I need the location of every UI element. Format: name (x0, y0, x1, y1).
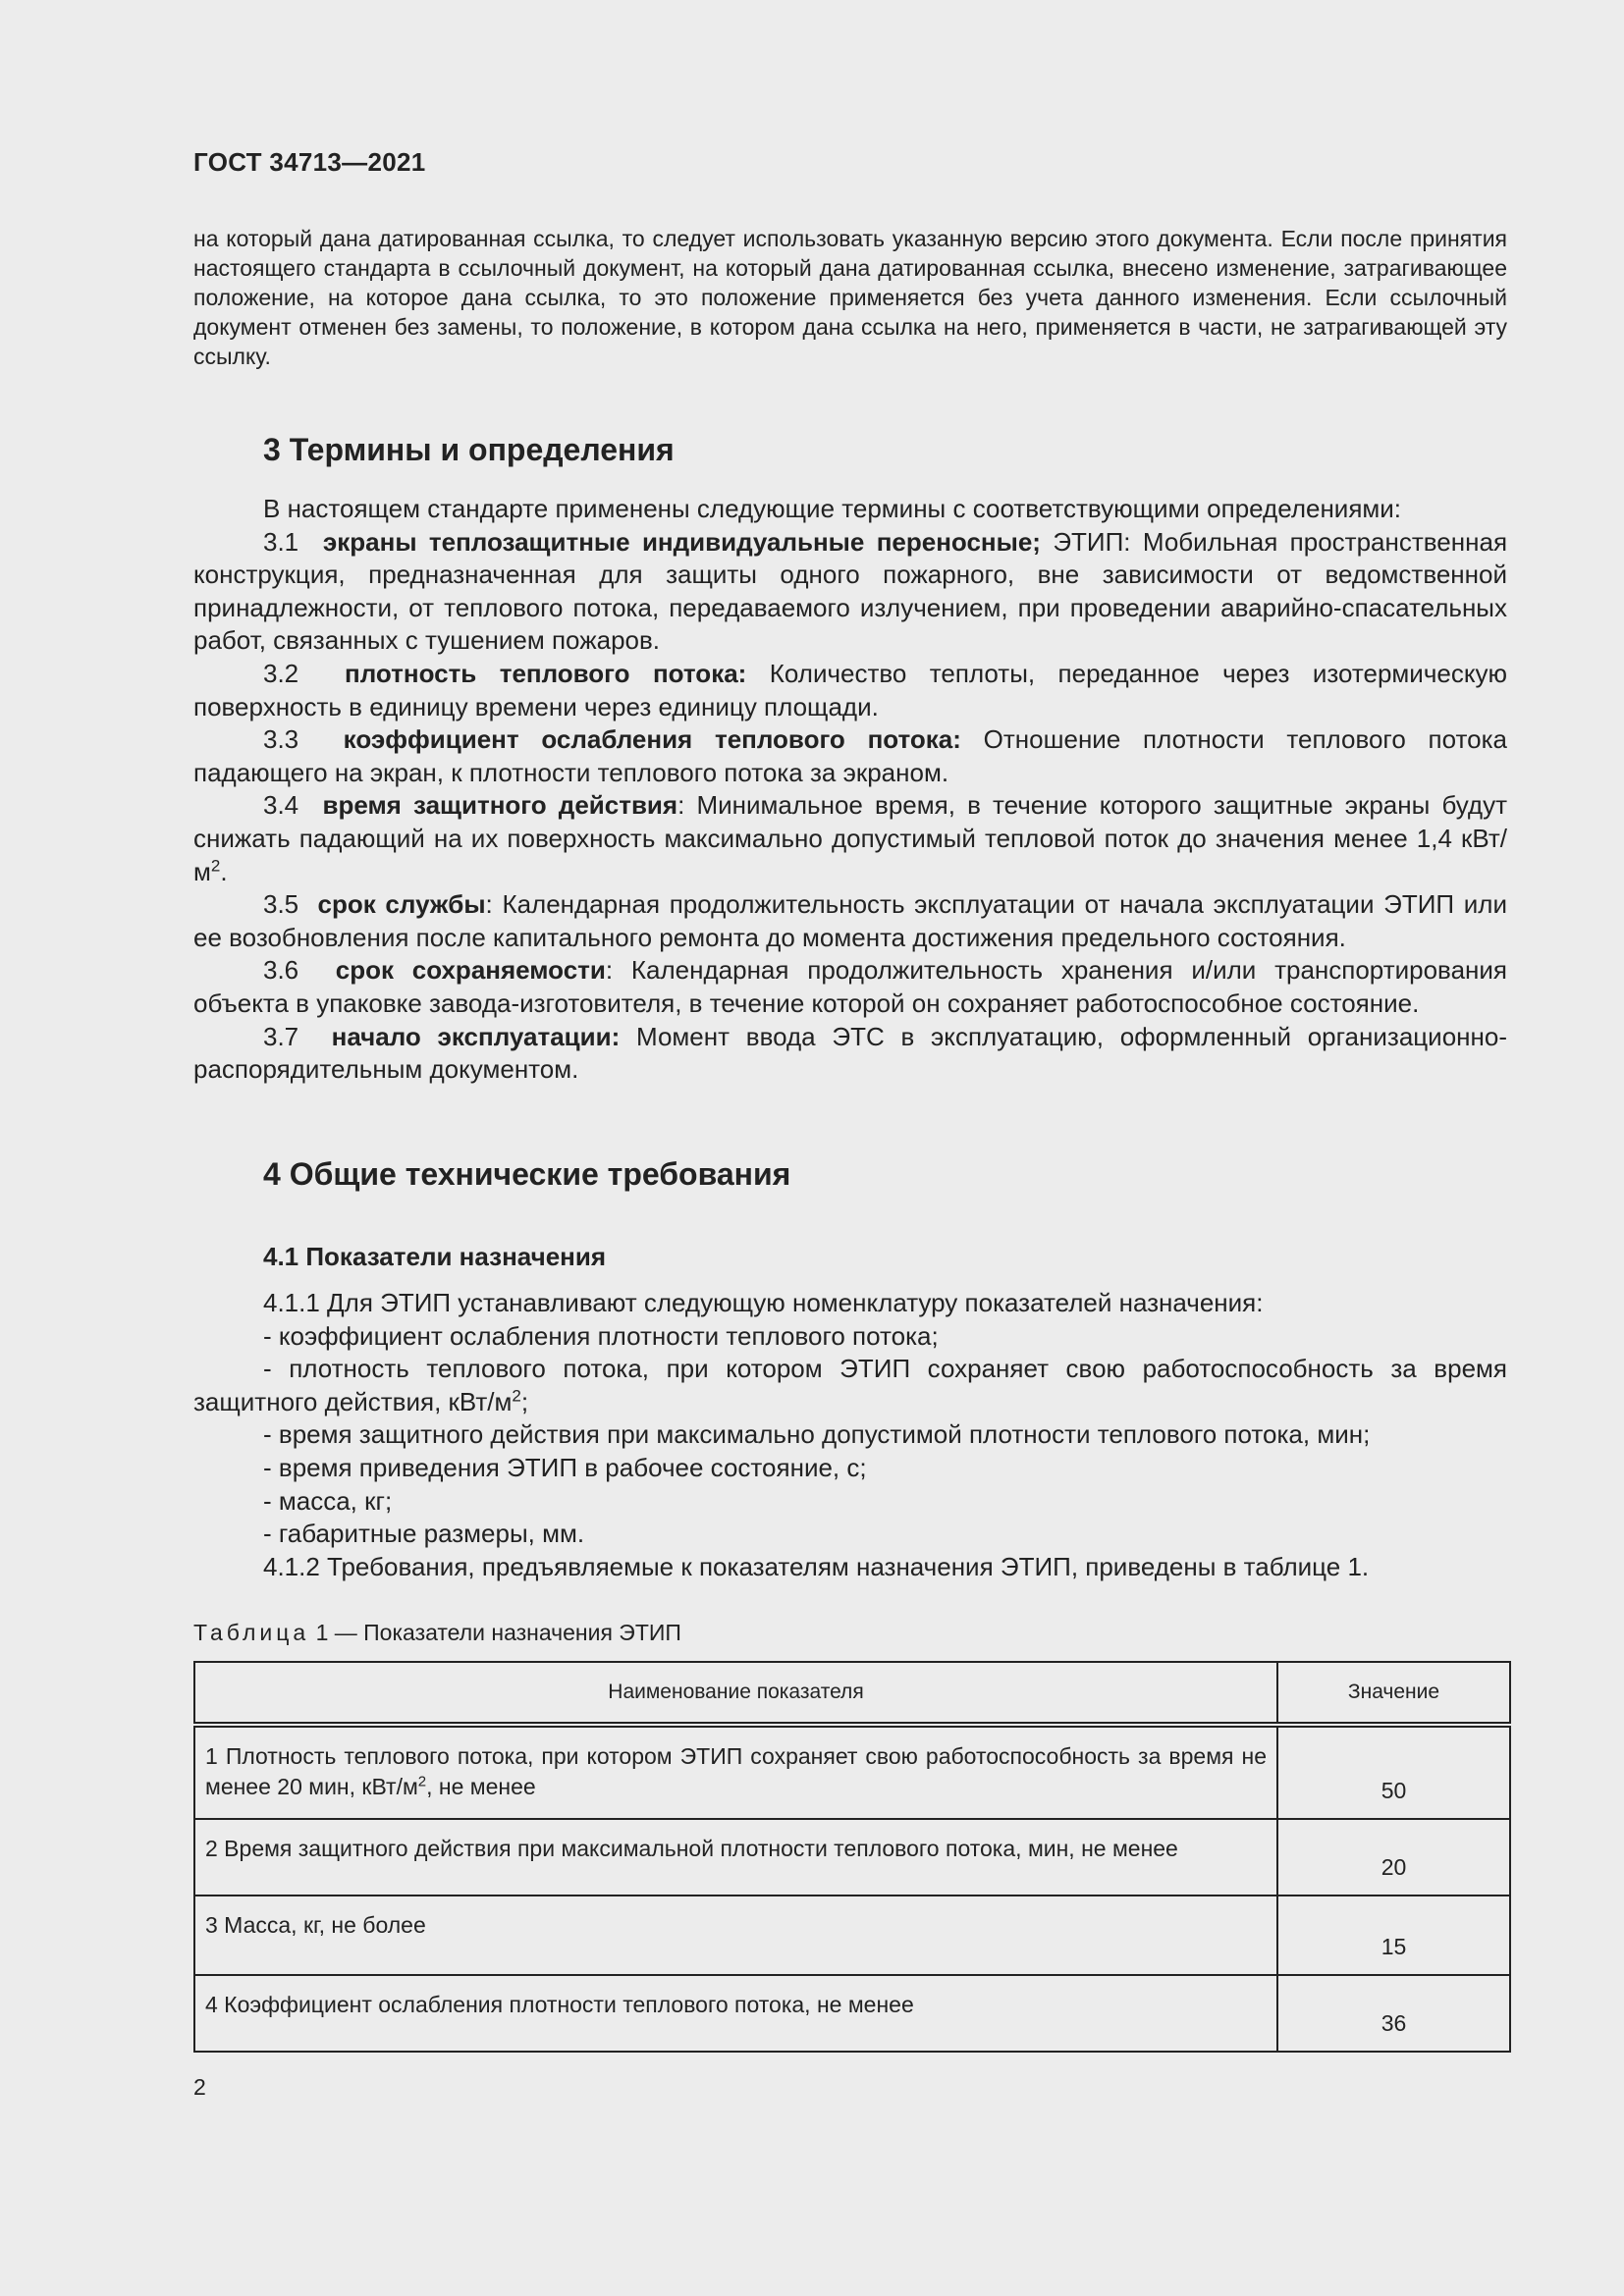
term-name: срок сохраняемости (335, 955, 606, 986)
table-row (194, 1896, 1510, 1975)
section-3-body (193, 493, 1507, 1087)
term-name: начало эксплуатации: (331, 1021, 621, 1051)
table-cell-name: 4 Коэффициент ослабления плотности теплового потока, не менее (194, 1975, 1277, 2052)
paragraph-4-1-2: 4.1.2 Требования, предъявляемые к показателям назначения ЭТИП, приведены в таблице 1. (263, 1551, 1370, 1581)
table-cell-name: 3 Масса, кг, не более (194, 1896, 1277, 1975)
table-caption: Таблица 1 — Показатели назначения ЭТИП (193, 1620, 681, 1645)
table-row (194, 1725, 1510, 1819)
table-cell-value: 20 (1277, 1819, 1510, 1896)
section-3-title: 3 Термины и определения (263, 432, 675, 467)
term-3-5: 3.5 срок службы: Календарная продолжительность эксплуатации от начала эксплуатации ЭТИП или ее возобновления после капитального ремонта до момента достижения предельного состояния. (193, 889, 1507, 952)
term-3-7: 3.7 начало эксплуатации: Момент ввода ЭТС в эксплуатацию, оформленный организационно-распорядительным документом. (193, 1021, 1507, 1085)
page-number: 2 (193, 2074, 206, 2100)
section-3-lead: В настоящем стандарте применены следующие термины с соответствующими определениями: (263, 494, 1402, 523)
term-name: коэффициент ослабления теплового потока: (343, 724, 961, 755)
list-item: - время защитного действия при максимально допустимой плотности теплового потока, мин; (263, 1419, 1371, 1450)
document-header: ГОСТ 34713—2021 (193, 147, 426, 177)
paragraph-4-1-1: 4.1.1 Для ЭТИП устанавливают следующую номенклатуру показателей назначения: (263, 1288, 1264, 1317)
term-name: время защитного действия (322, 790, 678, 821)
term-name: срок службы (317, 889, 486, 920)
table-cell-value: 50 (1277, 1725, 1510, 1819)
table-cell-value: 36 (1277, 1975, 1510, 2052)
section-4-body (193, 1287, 1507, 1583)
subsection-4-1-title: 4.1 Показатели назначения (263, 1242, 607, 1271)
term-3-6: 3.6 срок сохраняемости: Календарная продолжительность хранения и/или транспортирования объекта в упаковке завода-изготовителя, в течение которой он сохраняет работоспособное состояние. (193, 955, 1507, 1018)
table-row (194, 1819, 1510, 1896)
column-header-value: Значение (1277, 1662, 1510, 1725)
table-cell-value: 15 (1277, 1896, 1510, 1975)
column-header-name: Наименование показателя (194, 1662, 1277, 1725)
list-item: - габаритные размеры, мм. (263, 1519, 585, 1549)
section-4-title: 4 Общие технические требования (263, 1156, 791, 1192)
table-row (194, 1975, 1510, 2052)
list-item: - плотность теплового потока, при котором ЭТИП сохраняет свою работоспособность за время защитного действия, кВт/$м^2$; (193, 1354, 1507, 1416)
table-header-row (194, 1662, 1510, 1725)
indicators-table (193, 1661, 1511, 2053)
term-name: экраны теплозащитные индивидуальные переносные; (322, 526, 1041, 557)
table-cell-name: 2 Время защитного действия при максимальной плотности теплового потока, мин, не менее (194, 1819, 1277, 1896)
term-3-4: 3.4 время защитного действия: Минимальное время, в течение которого защитные экраны будут снижать падающий на их поверхность максимально допустимый тепловой поток до значения менее 1,4 кВт/$м^2$. (193, 790, 1507, 886)
list-item: - масса, кг; (263, 1485, 393, 1516)
term-3-1: 3.1 экраны теплозащитные индивидуальные переносные; ЭТИП: Мобильная пространственная конструкция, предназначенная для защиты одного пожарного, вне зависимости от ведомственной принадлежности, от теплового потока, передаваемого излучением, при проведении аварийно-спасательных работ, связанных с тушением пожаров. (193, 526, 1508, 656)
term-3-2: 3.2 плотность теплового потока: Количество теплоты, переданное через изотермическую поверхность в единицу времени через единицу площади. (193, 658, 1507, 721)
table-cell-name: 1 Плотность теплового потока, при котором ЭТИП сохраняет свою работоспособность за время не менее 20 мин, кВт/$м^2$, не менее (194, 1725, 1277, 1819)
term-name: плотность теплового потока: (345, 658, 747, 688)
list-item: - время приведения ЭТИП в рабочее состояние, с; (263, 1452, 867, 1482)
list-item: - коэффициент ослабления плотности теплового потока; (263, 1320, 939, 1351)
intro-paragraph: на который дана датированная ссылка, то следует использовать указанную версию этого документа. Если после принятия настоящего стандарта в ссылочный документ, на который дана датированная ссылка, внесено изменение, затрагивающее положение, на которое дана ссылка, то это положение применяется без учета данного изменения. Если ссылочный документ отменен без замены, то положение, в котором дана ссылка на него, применяется в части, не затрагивающей эту ссылку. (193, 226, 1507, 369)
term-3-3: 3.3 коэффициент ослабления теплового потока: Отношение плотности теплового потока падающего на экран, к плотности теплового потока за экраном. (193, 724, 1508, 787)
